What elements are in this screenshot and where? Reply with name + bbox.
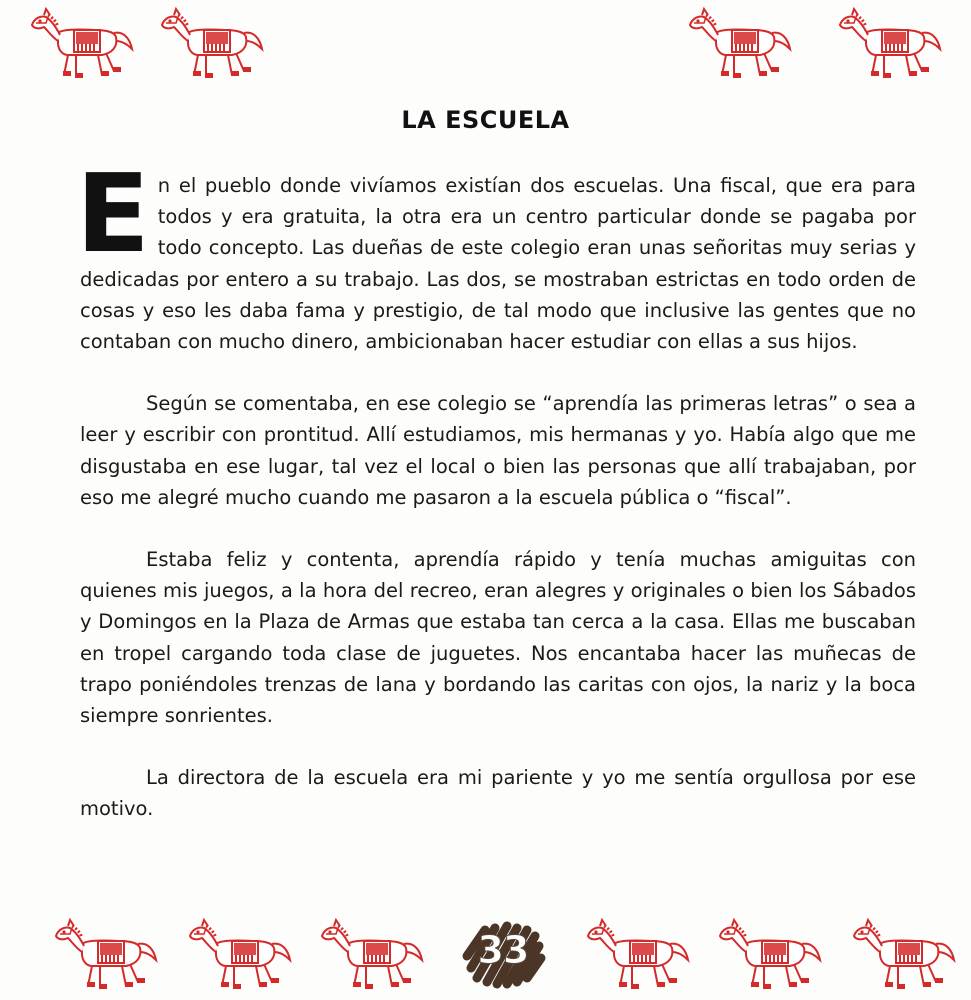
horse-icon [716, 914, 826, 994]
page-number: 33 [477, 928, 529, 972]
horse-icon [850, 914, 960, 994]
page-number-badge [455, 914, 551, 990]
paragraph-4: La directora de la escuela era mi pariente y yo me sentía orgullosa por ese motivo. [80, 766, 916, 821]
horse-icon [318, 914, 428, 994]
horse-icon [28, 3, 138, 83]
horse-icon [836, 3, 946, 83]
drop-cap: E [76, 152, 150, 277]
horse-icon [52, 914, 162, 994]
paragraph-1-text: n el pueblo donde vivíamos existían dos escuelas. Una fiscal, que era para todos y era gratuita, la otra era un centro particular donde se pagaba por todo concepto. Las dueñas de este colegio eran unas señoritas muy serias y dedicadas por entero a su trabajo. Las dos, se mostraban estrictas en todo orden de cosas y eso les daba fama y prestigio, de tal modo que inclusive las gentes que no contaban con mucho dinero, ambicionaban hacer estudiar con ellas a sus hijos. [80, 174, 916, 354]
paragraph-1 [76, 152, 916, 357]
paragraph-2: Según se comentaba, en ese colegio se “aprendía las primeras letras” o sea a leer y escribir con prontitud. Allí estudiamos, mis hermanas y yo. Había algo que me disgustaba en ese lugar, tal vez el local o bien las personas que allí trabajaban, por eso me alegré mucho cuando me pasaron a la escuela pública o “fiscal”. [80, 392, 916, 509]
horse-icon [686, 3, 796, 83]
body-text [76, 152, 916, 825]
page-title: LA ESCUELA [401, 106, 570, 134]
paragraph-3: Estaba feliz y contenta, aprendía rápido y tenía muchas amiguitas con quienes mis juegos, a la hora del recreo, eran alegres y originales o bien los Sábados y Domingos en la Plaza de Armas que estaba tan cerca a la casa. Ellas me buscaban en tropel cargando toda clase de juguetes. Nos encantaba hacer las muñecas de trapo poniéndoles trenzas de lana y bordando las caritas con ojos, la nariz y la boca siempre sonrientes. [80, 548, 916, 728]
horse-icon [186, 914, 296, 994]
horse-icon [584, 914, 694, 994]
horse-icon [158, 3, 268, 83]
